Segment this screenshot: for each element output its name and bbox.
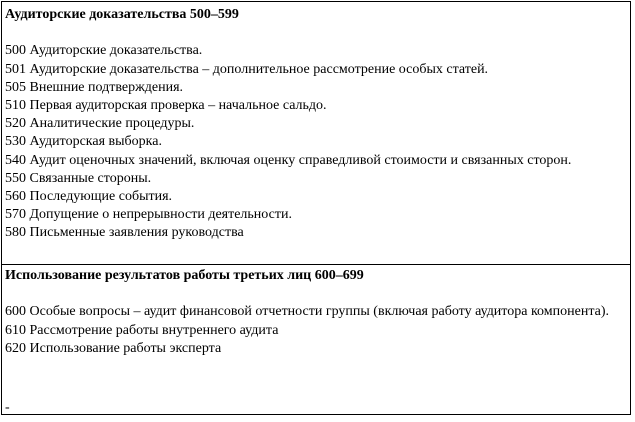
standard-item-570: 570 Допущение о непрерывности деятельности. bbox=[5, 207, 292, 223]
standard-item-620: 620 Использование работы эксперта bbox=[5, 340, 222, 356]
spacer bbox=[5, 285, 624, 303]
standard-item-550: 550 Связанные стороны. bbox=[5, 170, 152, 186]
trailing-dash: - bbox=[5, 400, 10, 415]
standard-item-520: 520 Аналитические процедуры. bbox=[5, 116, 195, 132]
standard-item-600: 600 Особые вопросы – аудит финансовой отчетности группы (включая работу аудитора компонента). bbox=[5, 304, 609, 320]
standard-item-510: 510 Первая аудиторская проверка – начальное сальдо. bbox=[5, 98, 327, 113]
standards-table bbox=[1, 1, 631, 415]
section-third-party-work bbox=[2, 265, 630, 414]
standard-item-610: 610 Рассмотрение работы внутреннего аудита bbox=[5, 322, 279, 338]
section-heading: Использование результатов работы третьих лиц 600–699 bbox=[5, 268, 364, 283]
standard-item-540: 540 Аудит оценочных значений, включая оценку справедливой стоимости и связанных сторон. bbox=[5, 152, 572, 168]
standard-item-505: 505 Внешние подтверждения. bbox=[5, 79, 184, 95]
section-heading: Аудиторские доказательства 500–599 bbox=[5, 7, 239, 22]
section-audit-evidence bbox=[2, 2, 630, 265]
standard-item-530: 530 Аудиторская выборка. bbox=[5, 134, 162, 150]
standard-item-580: 580 Письменные заявления руководства bbox=[5, 225, 244, 241]
spacer bbox=[5, 24, 624, 42]
standard-item-560: 560 Последующие события. bbox=[5, 189, 173, 205]
standard-item-501: 501 Аудиторские доказательства – дополнительное рассмотрение особых статей. bbox=[5, 61, 489, 77]
standard-item-500: 500 Аудиторские доказательства. bbox=[5, 43, 203, 59]
